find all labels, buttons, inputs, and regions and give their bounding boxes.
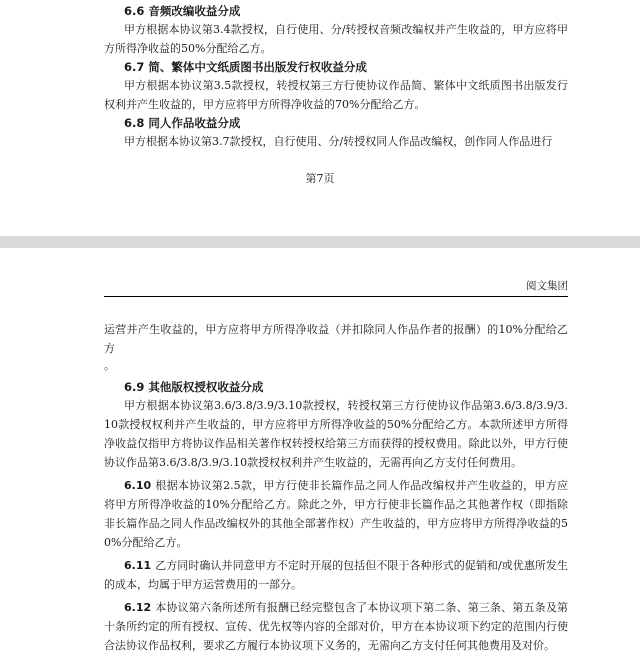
section-6-12-text: 本协议第六条所述所有报酬已经完整包含了本协议项下第二条、第三条、第五条及第十条所约定的所有授权、宣传、优先权等内容的全部对价，甲方在本协议项下约定的范围内行使合法协议作品权利，要求乙方履行本协议项下义务的，无需向乙方支付任何其他费用及对价。 bbox=[104, 601, 568, 652]
section-6-6-text: 甲方根据本协议第3.4款授权，自行使用、分/转授权音频改编权并产生收益的，甲方应将甲方所得净收益的50%分配给乙方。 bbox=[104, 23, 568, 55]
header-company-name: 阅文集团 bbox=[526, 280, 568, 292]
section-6-8-text: 甲方根据本协议第3.7款授权，自行使用、分/转授权同人作品改编权，创作同人作品进行 bbox=[124, 135, 553, 148]
section-6-10-text: 根据本协议第2.5款，甲方行使非长篇作品之同人作品改编权并产生收益的，甲方应将甲方所得净收益的10%分配给乙方。除此之外，甲方行使非长篇作品之其他著作权（即指除非长篇作品之同人作品改编权外的其他全部著作权）产生收益的，甲方应将甲方所得净收益的50%分配给乙方。 bbox=[104, 479, 568, 549]
page-8-content bbox=[104, 320, 568, 655]
section-6-8-heading: 6.8 同人作品收益分成 bbox=[124, 116, 241, 130]
section-6-10 bbox=[104, 476, 568, 552]
section-6-7-heading: 6.7 简、繁体中文纸质图书出版发行权收益分成 bbox=[124, 60, 367, 74]
section-6-11-number: 6.11 bbox=[124, 559, 152, 572]
section-6-12 bbox=[104, 598, 568, 655]
document-page-8 bbox=[0, 248, 640, 672]
section-6-7-text: 甲方根据本协议第3.5款授权，转授权第三方行使协议作品简、繁体中文纸质图书出版发行权利并产生收益的，甲方应将甲方所得净收益的70%分配给乙方。 bbox=[104, 79, 568, 111]
page-7-content bbox=[104, 2, 568, 151]
section-6-6-heading: 6.6 音频改编收益分成 bbox=[124, 4, 241, 18]
section-6-12-number: 6.12 bbox=[124, 601, 152, 614]
page-header bbox=[104, 278, 568, 297]
section-6-9-heading: 6.9 其他版权授权收益分成 bbox=[124, 380, 264, 394]
document-page-7 bbox=[0, 0, 640, 236]
section-6-11 bbox=[104, 556, 568, 594]
continuation-period: 。 bbox=[104, 359, 115, 372]
section-6-11-text: 乙方同时确认并同意甲方不定时开展的包括但不限于各种形式的促销和/或优惠所发生的成本，均属于甲方运营费用的一部分。 bbox=[104, 559, 568, 591]
page-number: 第7页 bbox=[305, 172, 335, 185]
section-6-10-number: 6.10 bbox=[124, 479, 152, 492]
section-6-8-continuation: 运营并产生收益的，甲方应将甲方所得净收益（并扣除同人作品作者的报酬）的10%分配给乙方 bbox=[104, 323, 568, 355]
section-6-9-text: 甲方根据本协议第3.6/3.8/3.9/3.10款授权，转授权第三方行使协议作品第3.6/3.8/3.9/3.10款授权权利并产生收益的，甲方应将甲方所得净收益的50%分配给乙方。本款所述甲方所得净收益仅指甲方将协议作品相关著作权转授权给第三方而获得的授权费用。除此以外，甲方行使协议作品第3.6/3.8/3.9/3.10款授权权利并产生收益的，无需再向乙方支付任何费用。 bbox=[104, 399, 568, 469]
